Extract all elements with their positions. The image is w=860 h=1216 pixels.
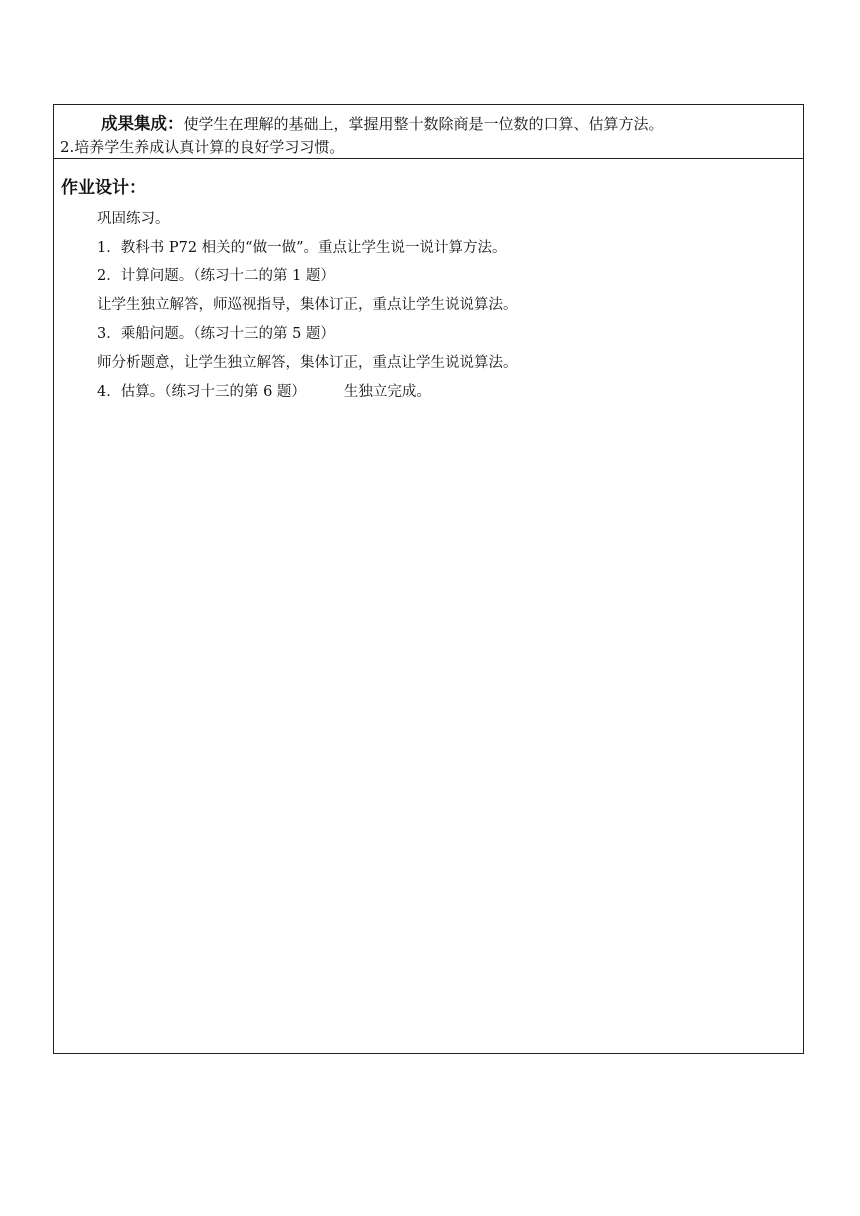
homework-line: 师分析题意，让学生独立解答，集体订正，重点让学生说说算法。 <box>97 355 518 371</box>
homework-line: 1．教科书 P72 相关的“做一做”。重点让学生说一说计算方法。 <box>97 240 507 256</box>
homework-heading: 作业设计： <box>61 178 146 198</box>
achievement-text: 使学生在理解的基础上，掌握用整十数除商是一位数的口算、估算方法。 <box>183 115 664 133</box>
homework-line <box>97 382 431 402</box>
homework-line-text: 4．估算。（练习十三的第 6 题） <box>97 384 306 400</box>
homework-line: 巩固练习。 <box>97 211 170 227</box>
achievement-row <box>54 105 803 159</box>
achievement-line-2: 2.培养学生养成认真计算的良好学习习惯。 <box>60 138 345 156</box>
homework-line: 2．计算问题。（练习十二的第 1 题） <box>97 268 335 284</box>
homework-line: 让学生独立解答，师巡视指导，集体订正，重点让学生说说算法。 <box>97 297 518 313</box>
achievement-label: 成果集成： <box>101 114 184 133</box>
homework-line-suffix: 生独立完成。 <box>343 384 431 400</box>
homework-line: 3．乘船问题。（练习十三的第 5 题） <box>97 326 335 342</box>
achievement-line <box>101 114 664 134</box>
lesson-plan-table <box>53 104 804 1054</box>
